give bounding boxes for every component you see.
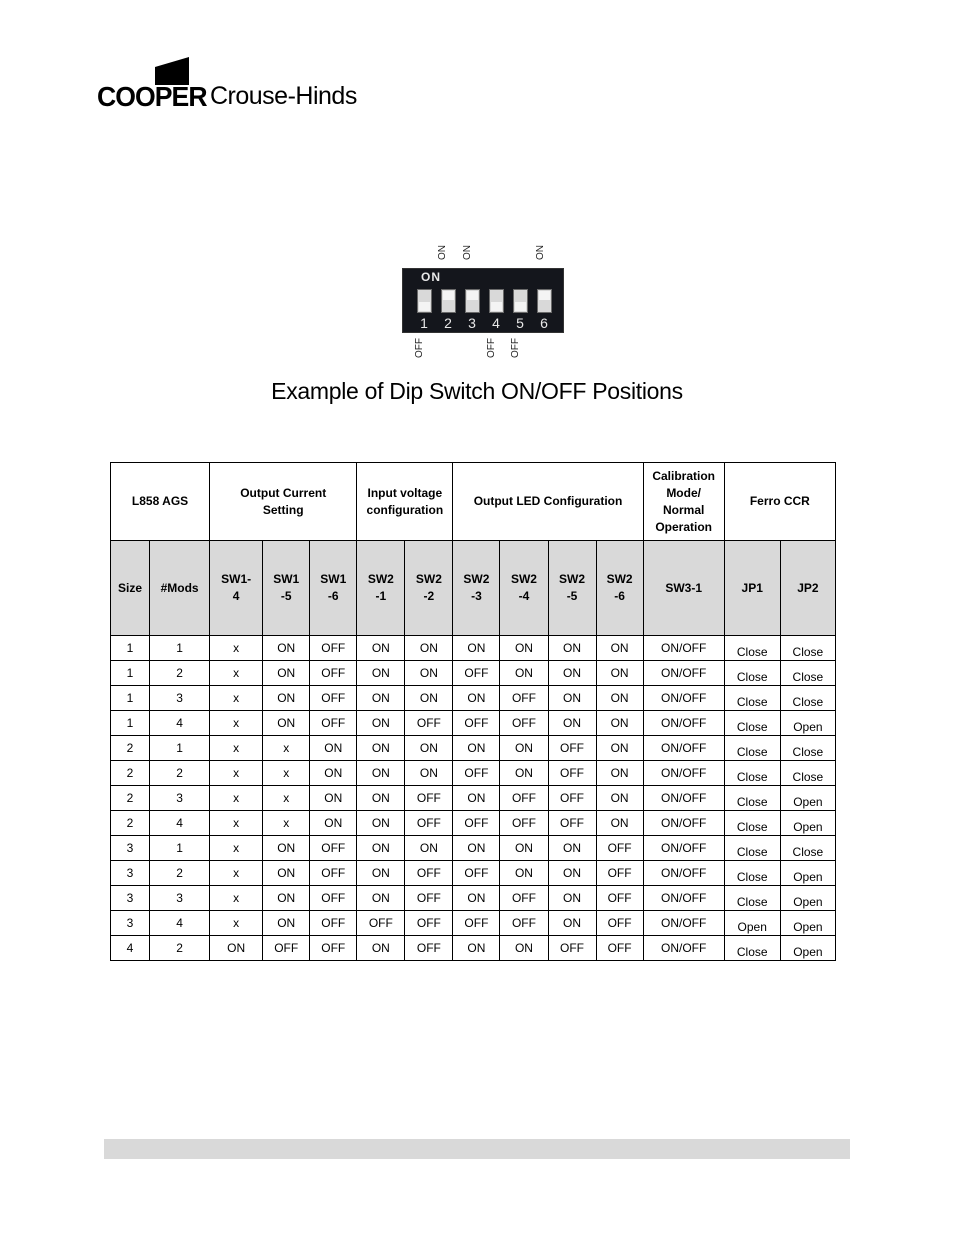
dip-switch-number: 4 (492, 315, 500, 331)
table-cell: 4 (150, 811, 210, 836)
table-cell: OFF (500, 886, 548, 911)
table-cell: 2 (150, 936, 210, 961)
table-cell: OFF (548, 936, 596, 961)
table-cell: ON (453, 636, 500, 661)
table-cell: ON (357, 636, 405, 661)
table-cell: OFF (596, 911, 643, 936)
dip-switch-3 (465, 289, 480, 313)
table-cell: OFF (310, 861, 357, 886)
dip-switch-number: 5 (516, 315, 524, 331)
table-cell: ON (405, 761, 453, 786)
table-cell: ON/OFF (643, 936, 724, 961)
dip-body-on-label: ON (421, 270, 441, 284)
table-cell: OFF (405, 861, 453, 886)
table-cell: 4 (111, 936, 150, 961)
table-cell: ON (500, 661, 548, 686)
table-cell: Close (724, 636, 780, 661)
table-cell: Close (724, 761, 780, 786)
dip-switch-body (402, 268, 564, 333)
table-cell: Close (724, 836, 780, 861)
table-cell: Close (724, 711, 780, 736)
column-header: SW2-3 (453, 541, 500, 636)
dip-switch-knob (443, 291, 454, 300)
table-cell: ON (548, 711, 596, 736)
table-column-header-row (111, 541, 836, 636)
table-cell: Open (780, 811, 835, 836)
table-cell: x (210, 836, 263, 861)
table-cell: 2 (111, 736, 150, 761)
table-cell: ON (405, 736, 453, 761)
table-cell: OFF (548, 811, 596, 836)
logo-subtitle: Crouse-Hinds (210, 82, 357, 110)
table-cell: 3 (150, 786, 210, 811)
table-cell: ON (357, 786, 405, 811)
table-cell: ON (500, 736, 548, 761)
table-cell: OFF (453, 711, 500, 736)
table-cell: ON (357, 886, 405, 911)
logo-brand: COOPER (97, 81, 207, 112)
table-cell: ON (500, 861, 548, 886)
dip-switch-knob (467, 291, 478, 300)
dip-bottom-label-5: OFF (510, 338, 521, 358)
table-cell: ON/OFF (643, 861, 724, 886)
table-cell: ON (453, 836, 500, 861)
dip-switch-2 (441, 289, 456, 313)
table-cell: 2 (111, 811, 150, 836)
table-cell: 4 (150, 711, 210, 736)
column-header: SW1-4 (210, 541, 263, 636)
dip-switch-configuration-table (110, 462, 836, 961)
column-header: SW1-5 (263, 541, 310, 636)
table-cell: x (263, 786, 310, 811)
column-header: SW2-1 (357, 541, 405, 636)
table-cell: 2 (111, 786, 150, 811)
table-cell: OFF (453, 911, 500, 936)
table-cell: OFF (453, 661, 500, 686)
column-header: JP2 (780, 541, 835, 636)
table-cell: OFF (405, 786, 453, 811)
table-cell: Open (780, 711, 835, 736)
table-cell: Close (724, 736, 780, 761)
table-cell: ON (263, 661, 310, 686)
table-cell: OFF (500, 911, 548, 936)
table-cell: ON (596, 686, 643, 711)
table-cell: OFF (263, 936, 310, 961)
table-cell: ON (310, 786, 357, 811)
table-cell: 1 (111, 636, 150, 661)
dip-switch-1 (417, 289, 432, 313)
table-cell: ON/OFF (643, 661, 724, 686)
table-cell: OFF (310, 686, 357, 711)
dip-bottom-label-1: OFF (414, 338, 425, 358)
table-cell: ON (357, 861, 405, 886)
table-cell: 1 (111, 686, 150, 711)
table-cell: ON/OFF (643, 836, 724, 861)
table-cell: OFF (405, 886, 453, 911)
table-row (111, 686, 836, 711)
dip-switch-number: 2 (444, 315, 452, 331)
group-header: L858 AGS (111, 463, 210, 541)
dip-switch-illustration (395, 240, 575, 370)
table-cell: ON (405, 686, 453, 711)
table-cell: ON (405, 636, 453, 661)
table-cell: ON (596, 661, 643, 686)
table-cell: ON (310, 811, 357, 836)
table-cell: OFF (310, 911, 357, 936)
table-cell: Close (780, 761, 835, 786)
table-cell: 3 (150, 886, 210, 911)
table-cell: OFF (596, 936, 643, 961)
table-cell: OFF (500, 686, 548, 711)
dip-switch-caption: Example of Dip Switch ON/OFF Positions (271, 378, 683, 404)
table-cell: OFF (310, 661, 357, 686)
table-cell: x (210, 786, 263, 811)
column-header: JP1 (724, 541, 780, 636)
table-cell: 1 (111, 711, 150, 736)
table-cell: ON (596, 811, 643, 836)
table-cell: ON (453, 686, 500, 711)
dip-switch-number: 1 (420, 315, 428, 331)
table-cell: Close (780, 636, 835, 661)
table-cell: Close (724, 686, 780, 711)
table-cell: ON/OFF (643, 636, 724, 661)
table-cell: ON (548, 861, 596, 886)
footer-bar (104, 1139, 850, 1159)
table-cell: OFF (500, 811, 548, 836)
table-cell: x (210, 911, 263, 936)
table-cell: ON (263, 861, 310, 886)
dip-switch-4 (489, 289, 504, 313)
table-cell: ON/OFF (643, 736, 724, 761)
dip-top-label-3: ON (462, 245, 473, 260)
table-cell: OFF (548, 786, 596, 811)
table-cell: Open (780, 936, 835, 961)
table-cell: Open (780, 786, 835, 811)
table-row (111, 661, 836, 686)
table-group-header-row (111, 463, 836, 541)
table-cell: OFF (357, 911, 405, 936)
table-cell: OFF (310, 711, 357, 736)
column-header: SW2-6 (596, 541, 643, 636)
table-cell: ON (357, 761, 405, 786)
table-cell: ON (453, 936, 500, 961)
table-row (111, 736, 836, 761)
column-header: SW2-4 (500, 541, 548, 636)
table-cell: ON (263, 686, 310, 711)
column-header: SW2-5 (548, 541, 596, 636)
dip-switch-number: 6 (540, 315, 548, 331)
table-row (111, 711, 836, 736)
table-cell: OFF (500, 786, 548, 811)
table-cell: Close (780, 661, 835, 686)
table-cell: x (210, 636, 263, 661)
table-cell: Open (780, 911, 835, 936)
table-cell: 2 (111, 761, 150, 786)
table-cell: OFF (596, 836, 643, 861)
table-cell: ON (405, 661, 453, 686)
table-cell: ON/OFF (643, 711, 724, 736)
group-header: Calibration Mode/ Normal Operation (643, 463, 724, 541)
table-cell: ON (263, 636, 310, 661)
table-cell: ON (263, 836, 310, 861)
table-cell: x (210, 686, 263, 711)
dip-switch-knob (539, 291, 550, 300)
table-cell: ON (357, 811, 405, 836)
table-cell: 1 (150, 636, 210, 661)
table-cell: 3 (150, 686, 210, 711)
table-cell: Open (780, 861, 835, 886)
table-cell: 1 (150, 736, 210, 761)
table-cell: x (210, 761, 263, 786)
table-cell: ON (405, 836, 453, 861)
column-header: #Mods (150, 541, 210, 636)
table-cell: x (210, 661, 263, 686)
column-header: SW3-1 (643, 541, 724, 636)
dip-switch-knob (491, 302, 502, 311)
table-cell: ON (596, 636, 643, 661)
dip-switch-number: 3 (468, 315, 476, 331)
table-cell: ON (500, 761, 548, 786)
table-cell: ON/OFF (643, 911, 724, 936)
dip-switch-5 (513, 289, 528, 313)
table-cell: Open (724, 911, 780, 936)
table-cell: OFF (405, 811, 453, 836)
table-cell: Close (780, 736, 835, 761)
table-cell: ON (357, 686, 405, 711)
dip-switch-knob (515, 302, 526, 311)
table-cell: OFF (453, 761, 500, 786)
table-cell: ON (548, 836, 596, 861)
table-cell: OFF (405, 711, 453, 736)
dip-switch-knob (419, 302, 430, 311)
table-cell: OFF (596, 861, 643, 886)
table-cell: ON (357, 711, 405, 736)
table-row (111, 836, 836, 861)
table-cell: ON (548, 636, 596, 661)
table-cell: Close (724, 936, 780, 961)
column-header: SW1-6 (310, 541, 357, 636)
table-cell: Close (724, 786, 780, 811)
table-cell: ON (596, 761, 643, 786)
table-cell: ON (357, 661, 405, 686)
table-row (111, 761, 836, 786)
table-cell: 3 (111, 911, 150, 936)
table-cell: ON (310, 761, 357, 786)
column-header: SW2-2 (405, 541, 453, 636)
group-header: Ferro CCR (724, 463, 835, 541)
table-cell: 4 (150, 911, 210, 936)
column-header: Size (111, 541, 150, 636)
table-cell: ON (357, 736, 405, 761)
table-row (111, 861, 836, 886)
table-cell: ON (453, 786, 500, 811)
table-cell: 3 (111, 861, 150, 886)
table-cell: ON/OFF (643, 761, 724, 786)
table-cell: 1 (111, 661, 150, 686)
table-cell: ON (596, 736, 643, 761)
group-header: Output Current Setting (210, 463, 357, 541)
table-cell: ON (263, 711, 310, 736)
table-cell: x (263, 761, 310, 786)
table-cell: OFF (310, 836, 357, 861)
group-header: Output LED Configuration (453, 463, 643, 541)
table-cell: x (263, 736, 310, 761)
table-cell: 3 (111, 886, 150, 911)
table-cell: ON (548, 911, 596, 936)
table-cell: ON (357, 936, 405, 961)
table-cell: OFF (310, 886, 357, 911)
dip-bottom-label-4: OFF (486, 338, 497, 358)
table-cell: x (210, 861, 263, 886)
table-cell: Close (780, 836, 835, 861)
table-cell: ON (548, 661, 596, 686)
table-cell: ON (596, 786, 643, 811)
table-cell: Close (724, 811, 780, 836)
table-cell: Close (724, 861, 780, 886)
table-cell: ON (596, 711, 643, 736)
table-cell: OFF (548, 761, 596, 786)
table-cell: ON (500, 636, 548, 661)
table-cell: 3 (111, 836, 150, 861)
table-cell: x (210, 736, 263, 761)
table-cell: ON (548, 686, 596, 711)
table-cell: x (210, 711, 263, 736)
dip-switch-6 (537, 289, 552, 313)
table-cell: 2 (150, 861, 210, 886)
table-cell: ON (500, 836, 548, 861)
table-cell: ON (357, 836, 405, 861)
cooper-crouse-hinds-logo (97, 55, 387, 115)
table-row (111, 911, 836, 936)
table-cell: 2 (150, 661, 210, 686)
table-cell: ON (548, 886, 596, 911)
table-cell: ON (500, 936, 548, 961)
table-cell: ON (453, 736, 500, 761)
table-cell: x (263, 811, 310, 836)
table-row (111, 886, 836, 911)
table-row (111, 936, 836, 961)
table-row (111, 636, 836, 661)
table-cell: x (210, 886, 263, 911)
table-cell: ON (453, 886, 500, 911)
table-cell: Open (780, 886, 835, 911)
table-cell: OFF (596, 886, 643, 911)
table-cell: ON/OFF (643, 686, 724, 711)
table-cell: x (210, 811, 263, 836)
dip-top-label-6: ON (535, 245, 546, 260)
group-header: Input voltage configuration (357, 463, 453, 541)
table-cell: OFF (453, 861, 500, 886)
table-cell: Close (724, 661, 780, 686)
table-cell: Close (724, 886, 780, 911)
table-cell: 2 (150, 761, 210, 786)
table-cell: ON/OFF (643, 811, 724, 836)
table-cell: 1 (150, 836, 210, 861)
table-row (111, 811, 836, 836)
table-cell: ON/OFF (643, 886, 724, 911)
table-cell: OFF (405, 911, 453, 936)
table-cell: Close (780, 686, 835, 711)
table-cell: OFF (453, 811, 500, 836)
table-cell: OFF (500, 711, 548, 736)
table-cell: OFF (310, 636, 357, 661)
table-cell: ON (210, 936, 263, 961)
table-cell: ON (263, 886, 310, 911)
table-row (111, 786, 836, 811)
table-cell: OFF (310, 936, 357, 961)
table-cell: ON (263, 911, 310, 936)
table-cell: OFF (548, 736, 596, 761)
table-cell: OFF (405, 936, 453, 961)
dip-top-label-2: ON (437, 245, 448, 260)
table-cell: ON (310, 736, 357, 761)
table-cell: ON/OFF (643, 786, 724, 811)
